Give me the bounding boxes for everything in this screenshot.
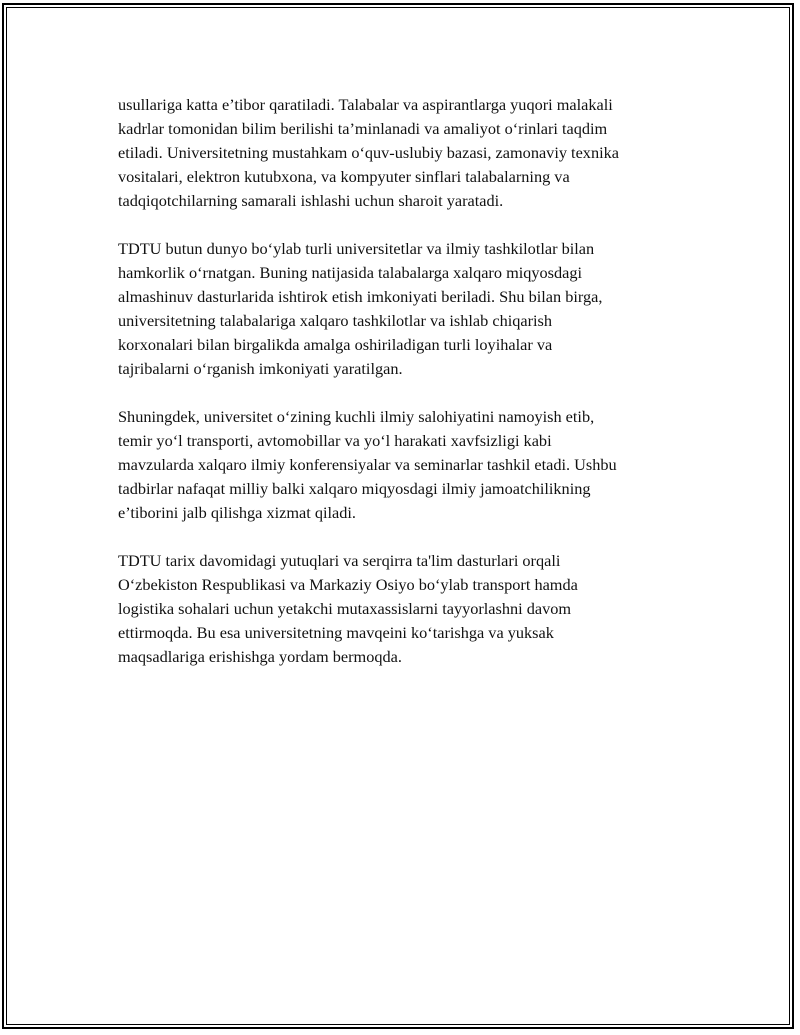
text-line: almashinuv dasturlarida ishtirok etish imkoniyati beriladi. Shu bilan birga, <box>118 287 603 306</box>
text-line: etiladi. Universitetning mustahkam o‘quv-uslubiy bazasi, zamonaviy texnika <box>118 143 619 162</box>
text-line: maqsadlariga erishishga yordam bermoqda. <box>118 647 402 666</box>
text-line: vositalari, elektron kutubxona, va kompyuter sinflari talabalarning va <box>118 167 570 186</box>
text-line: TDTU butun dunyo bo‘ylab turli universitetlar va ilmiy tashkilotlar bilan <box>118 239 595 258</box>
text-line: kadrlar tomonidan bilim berilishi ta’minlanadi va amaliyot o‘rinlari taqdim <box>118 119 608 138</box>
text-line: hamkorlik o‘rnatgan. Buning natijasida talabalarga xalqaro miqyosdagi <box>118 263 583 282</box>
paragraph-1 <box>118 93 718 213</box>
text-line: logistika sohalari uchun yetakchi mutaxassislarni tayyorlashni davom <box>118 599 572 618</box>
paragraph-3 <box>118 405 718 525</box>
text-line: ettirmoqda. Bu esa universitetning mavqeini ko‘tarishga va yuksak <box>118 623 554 642</box>
text-line: tadbirlar nafaqat milliy balki xalqaro miqyosdagi ilmiy jamoatchilikning <box>118 479 591 498</box>
text-line: O‘zbekiston Respublikasi va Markaziy Osiyo bo‘ylab transport hamda <box>118 575 578 594</box>
text-line: korxonalari bilan birgalikda amalga oshiriladigan turli loyihalar va <box>118 335 553 354</box>
text-line: mavzularda xalqaro ilmiy konferensiyalar va seminarlar tashkil etadi. Ushbu <box>118 455 617 474</box>
text-line: e’tiborini jalb qilishga xizmat qiladi. <box>118 503 356 522</box>
text-line: tajribalarni o‘rganish imkoniyati yaratilgan. <box>118 359 403 378</box>
paragraph-4 <box>118 549 718 669</box>
text-line: temir yo‘l transporti, avtomobillar va yo‘l harakati xavfsizligi kabi <box>118 431 552 450</box>
text-line: Shuningdek, universitet o‘zining kuchli ilmiy salohiyatini namoyish etib, <box>118 407 595 426</box>
text-line: universitetning talabalariga xalqaro tashkilotlar va ishlab chiqarish <box>118 311 553 330</box>
paragraph-2 <box>118 237 718 381</box>
document-body <box>118 93 718 693</box>
text-line: TDTU tarix davomidagi yutuqlari va serqirra ta'lim dasturlari orqali <box>118 551 561 570</box>
text-line: tadqiqotchilarning samarali ishlashi uchun sharoit yaratadi. <box>118 191 504 210</box>
text-line: usullariga katta e’tibor qaratiladi. Talabalar va aspirantlarga yuqori malakali <box>118 95 613 114</box>
